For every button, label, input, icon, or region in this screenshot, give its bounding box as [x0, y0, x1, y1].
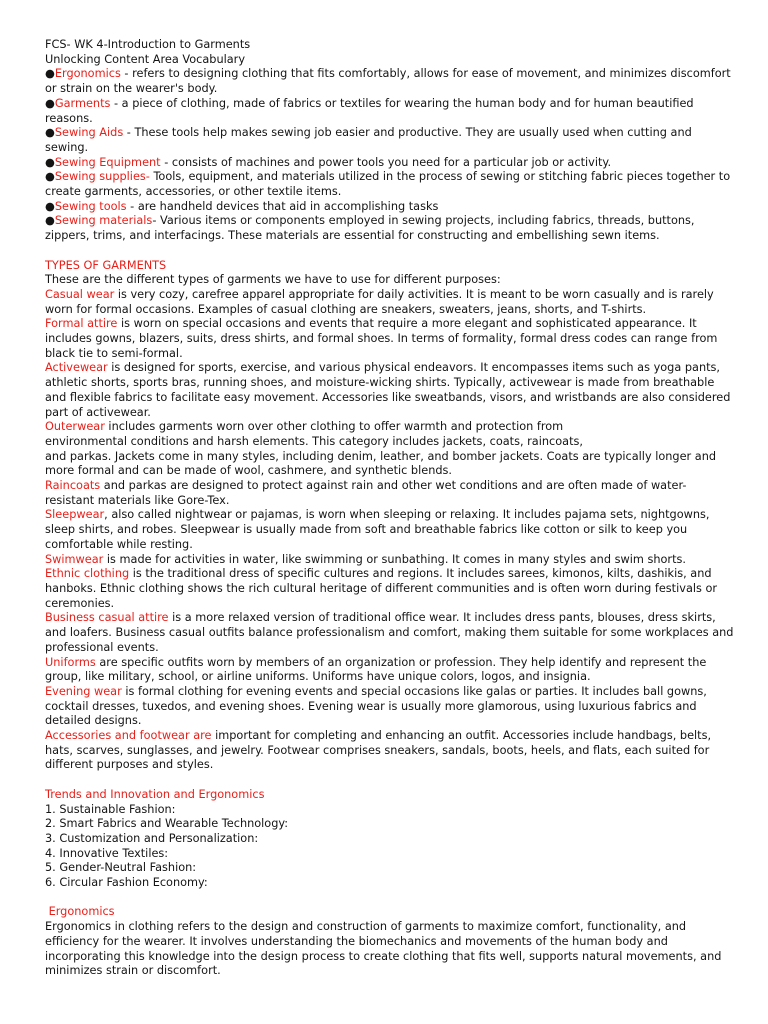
spacer — [45, 244, 735, 259]
garment-type-term: Uniforms — [45, 655, 96, 669]
document-title: FCS- WK 4-Introduction to Garments — [45, 38, 251, 51]
garment-type-item — [45, 685, 735, 729]
garment-type-term: Raincoats — [45, 479, 101, 493]
ergonomics-paragraph: Ergonomics in clothing refers to the design and construction of garments to maximize comfort, functionality, and efficiency for the wearer. It involves understanding the biomechanics and movements of the human body and incorporating this knowledge into the design process to create clothing that fits well, supports natural movements, and minimizes strain or discomfort. — [45, 920, 722, 978]
vocab-term: Sewing Aids — [54, 126, 124, 140]
vocab-item — [45, 170, 735, 199]
garment-type-text: is very cozy, carefree apparel appropriate for daily activities. It is meant to be worn casually and is rarely worn for formal occasions. Examples of casual clothing are sneakers, sweaters, jeans, shorts, and T-shirts. — [45, 287, 714, 316]
vocab-item — [45, 156, 735, 171]
garment-type-item — [45, 567, 735, 611]
vocab-term: Sewing materials — [54, 214, 153, 228]
vocab-term: Sewing tools — [54, 199, 127, 213]
vocab-definition: - These tools help makes sewing job easier and productive. They are usually used when cutting and sewing. — [45, 126, 692, 154]
ergonomics-heading: Ergonomics — [45, 905, 115, 919]
vocab-term: Sewing supplies- — [54, 170, 150, 184]
vocab-definition: - refers to designing clothing that fits comfortably, allows for ease of movement, and minimizes discomfort or strain on the wearer's body. — [45, 67, 731, 96]
garment-type-text: includes garments worn over other clothing to offer warmth and protection from — [104, 420, 564, 434]
garment-type-item — [45, 656, 735, 685]
vocab-item — [45, 97, 735, 126]
garment-type-term: Casual wear — [45, 287, 115, 301]
garment-type-item — [45, 611, 735, 655]
garment-type-text: are specific outfits worn by members of an organization or profession. They help identify and represent the group, like military, school, or airline uniforms. Uniforms have unique colors, logos, and insignia. — [45, 655, 707, 684]
vocab-term: Garments — [54, 96, 111, 110]
garment-type-item — [45, 553, 735, 568]
vocab-definition: - consists of machines and power tools you need for a particular job or activity. — [160, 155, 612, 169]
vocab-item — [45, 214, 735, 243]
garment-type-term: Evening wear — [45, 684, 122, 698]
garment-type-item — [45, 420, 735, 435]
vocab-definition: - are handheld devices that aid in accomplishing tasks — [126, 199, 439, 213]
document-subtitle: Unlocking Content Area Vocabulary — [45, 52, 246, 66]
garment-type-text: is worn on special occasions and events that require a more elegant and sophisticated appearance. It includes gowns, blazers, suits, dress shirts, and formal shoes. In terms of formality, formal dress codes can range from black tie to semi-formal. — [45, 317, 718, 360]
trend-item: 2. Smart Fabrics and Wearable Technology: — [45, 817, 289, 831]
garment-type-text-line: environmental conditions and harsh elements. This category includes jackets, coats, raincoats, — [45, 434, 583, 448]
vocab-item — [45, 126, 735, 155]
garment-type-item — [45, 288, 735, 317]
trends-heading: Trends and Innovation and Ergonomics — [45, 787, 265, 801]
garment-type-text: and parkas are designed to protect against rain and other wet conditions and are often made of water-resistant materials like Gore-Tex. — [45, 479, 687, 507]
vocab-definition: - a piece of clothing, made of fabrics or textiles for wearing the human body and for human beautified reasons. — [45, 96, 694, 125]
garment-type-term: Outerwear — [45, 420, 105, 434]
vocabulary-list — [45, 67, 735, 243]
garment-type-term: Swimwear — [45, 552, 104, 566]
garment-type-text: is made for activities in water, like swimming or sunbathing. It comes in many styles and swim shorts. — [103, 552, 686, 566]
vocab-item — [45, 200, 735, 215]
vocab-definition: Tools, equipment, and materials utilized in the process of sewing or stitching fabric pieces together to create garments, accessories, or other textile items. — [45, 170, 731, 199]
garment-type-text-line: and parkas. Jackets come in many styles, including denim, leather, and bomber jackets. Coats are typically longer and more formal and can be made of wool, cashmere, and synthetic blends. — [45, 449, 717, 478]
garment-type-term: Formal attire — [45, 317, 118, 331]
vocab-definition: - Various items or components employed in sewing projects, including fabrics, threads, buttons, zippers, trims, and interfacings. These materials are essential for constructing and embellishing sewn items. — [45, 214, 695, 243]
spacer — [45, 773, 735, 788]
vocab-term: Sewing Equipment — [54, 155, 161, 169]
garment-type-text: , also called nightwear or pajamas, is worn when sleeping or relaxing. It includes pajama sets, nightgowns, sleep shirts, and robes. Sleepwear is usually made from soft and breathable fabrics like cotton or silk to keep you comfortable while resting. — [45, 508, 710, 551]
document-page — [45, 38, 735, 979]
types-intro: These are the different types of garments we have to use for different purposes: — [45, 273, 501, 287]
garment-type-term: Activewear — [45, 361, 108, 375]
garment-type-text: is formal clothing for evening events and special occasions like galas or parties. It includes ball gowns, cocktail dresses, tuxedos, and evening shoes. Evening wear is usually more glamorous, using luxurious fabrics and detailed designs. — [45, 684, 707, 728]
vocab-term: Ergonomics — [54, 67, 121, 81]
trend-item: 3. Customization and Personalization: — [45, 831, 259, 845]
garment-type-text: is a more relaxed version of traditional office wear. It includes dress pants, blouses, dress skirts, and loafers. Business casual outfits balance professionalism and comfort, making them suitable for some workplaces and professional events. — [45, 611, 734, 654]
garment-type-item — [45, 317, 735, 361]
garment-type-text: is designed for sports, exercise, and various physical endeavors. It encompasses items such as yoga pants, athletic shorts, sports bras, running shoes, and moisture-wicking shirts. Typically, activewear is made from breathable and flexible fabrics to facilitate easy movement. Accessories like sweatbands, visors, and wristbands are also considered part of activewear. — [45, 361, 731, 419]
garment-type-term: Business casual attire — [45, 611, 169, 625]
trend-item: 5. Gender-Neutral Fashion: — [45, 861, 197, 875]
spacer — [45, 891, 735, 906]
trend-item: 4. Innovative Textiles: — [45, 846, 169, 860]
garment-type-term: Accessories and footwear are — [45, 729, 212, 743]
trend-item: 1. Sustainable Fashion: — [45, 802, 176, 816]
vocab-item — [45, 67, 735, 96]
garment-type-item — [45, 361, 735, 420]
garment-type-item — [45, 729, 735, 773]
garment-type-text: is the traditional dress of specific cultures and regions. It includes sarees, kimonos, kilts, dashikis, and hanboks. Ethnic clothing shows the rich cultural heritage of different communities and is often worn during festivals or ceremonies. — [45, 567, 718, 610]
garment-type-term: Sleepwear — [45, 508, 105, 522]
types-heading: TYPES OF GARMENTS — [45, 258, 167, 272]
trend-item: 6. Circular Fashion Economy: — [45, 876, 208, 890]
garment-type-term: Ethnic clothing — [45, 567, 130, 581]
garment-type-item — [45, 479, 735, 508]
garment-type-item — [45, 508, 735, 552]
garment-type-text: important for completing and enhancing an outfit. Accessories include handbags, belts, hats, scarves, sunglasses, and jewelry. Footwear comprises sneakers, sandals, boots, heels, and flats, each suited for different purposes and styles. — [45, 729, 712, 772]
